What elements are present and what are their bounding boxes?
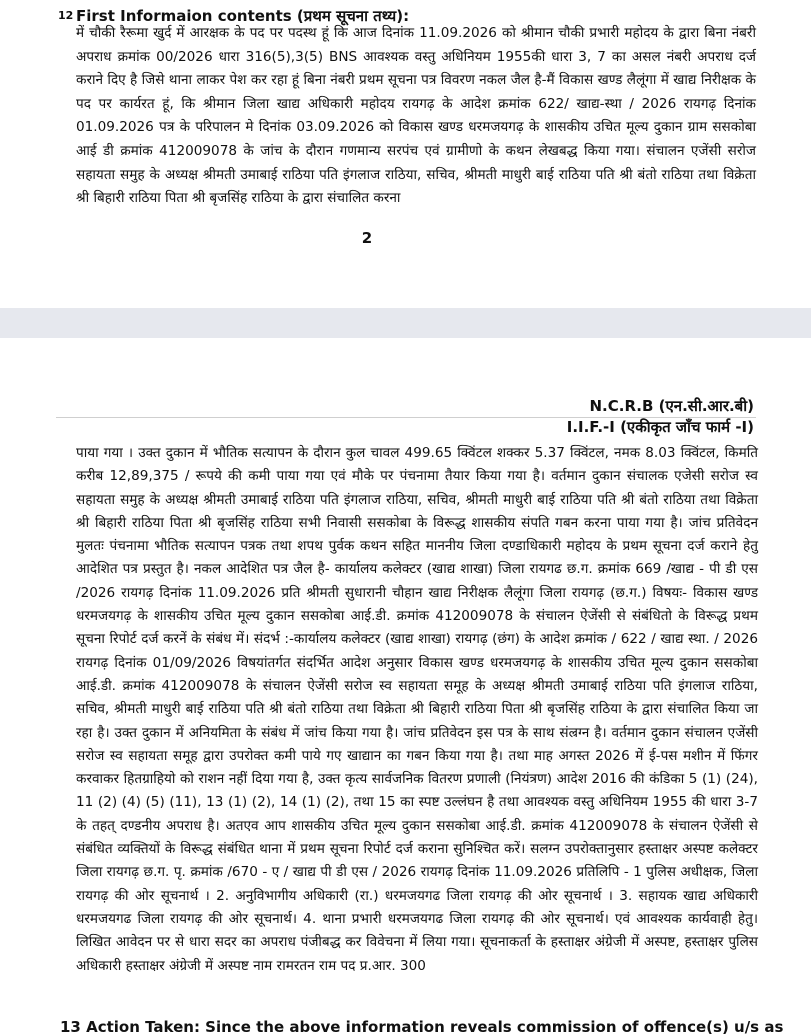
ncrb-header: N.C.R.B (एन.सी.आर.बी) [589,397,754,415]
section-title: First Informaion contents (प्रथम सूचना तथ्य): [76,7,410,25]
continuation-paragraph: पाया गया । उक्त दुकान में भौतिक सत्यापन के दौरान कुल चावल 499.65 क्विंटल शक्कर 5.37 क्विंटल, नमक 8.03 क्विंटल, किमति करीब 12,89,375 / रूपये की कमी पाया गया एवं मौके पर पंचनामा तैयार किया गया है। वर्तमान दुकान संचालक एजेसी सरोज स्व सहायता समुह के अध्यक्ष श्रीमती उमाबाई राठिया पति इंगलाज राठिया, सचिव, श्रीमती माधुरी बाई राठिया पति श्री बंतो राठिया तथा विक्रेता श्री बिहारी राठिया पिता श्री बृजसिंह राठिया सभी निवासी ससकोबा के विरूद्ध शासकीय संपति गबन करना पाया गया है। जांच प्रतिवेदन मुलतः पंचनामा भौतिक सत्यापन पत्रक तथा शपथ पुर्वक कथन सहित माननीय जिला दण्डाधिकारी महोदय के प्रथम सूचना दर्ज कराने हेतु आदेशित पत्र प्रस्तुत है। नकल आदेशित पत्र जैल है- कार्यालय कलेक्टर (खाद्य शाखा) जिला रायगढ छ.ग. क्रमांक 669 /खाद्य - पी डी एस /2026 रायगढ़ दिनांक 11.09.2026 प्रति श्रीमती सुधारानी चौहान खाद्य निरीक्षक लैलूंगा जिला रायगढ़ (छ.ग.) विषयः- विकास खण्ड धरमजयगढ़ के शासकीय उचित मूल्य दुकान ससकोबा आई.डी. क्रमांक 412009078 के संचालन ऐजेंसी से संबंधितो के विरूद्ध प्रथम सूचना रिपोर्ट दर्ज करनें के संबंध में। संदर्भ :-कार्यालय कलेक्टर (खाद्य शाखा) रायगढ़ (छंग) के आदेश क्रमांक / 622 / खाद्य स्था. / 2026 रायगढ़ दिनांक 01/09/2026 विषयांतर्गत संदर्भित आदेश अनुसार विकास खण्ड धरमजयगढ़ के शासकीय उचित मूल्य दुकान ससकोबा आई.डी. क्रमांक 412009078 के संचालन ऐजेंसी सरोज स्व सहायता समूह के अध्यक्ष श्रीमती उमाबाई राठिया पति इंगलाज राठिया, सचिव, श्रीमती माधुरी बाई राठिया पति श्री बंतो राठिया तथा विक्रेता श्री बिहारी राठिया पिता श्री बृजसिंह राठिया के द्वारा संचालित किया जा रहा है। उक्त दुकान में अनियमिता के संबंध में जांच किया गया है। जांच प्रतिवेदन इस पत्र के साथ संल्रग्न है। वर्तमान दुकान संचालन एजेंसी सरोज स्व सहायता समूह द्वारा उपरोक्त कमी पाये गए खाद्यान का गबन किया गया है। तथा माह अगस्त 2026 में ई-पस मशीन में फिंगर करवाकर हितग्राहियो को राशन नहीं दिया गया है, उक्त कृत्य सार्वजनिक वितरण प्रणाली (नियंत्रण) आदेश 2016 की कंडिका 5 (1) (24), 11 (2) (4) (5) (11), 13 (1) (2), 14 (1) (2), तथा 15 का स्पष्ट उल्लंघन है तथा आवश्यक वस्तु अधिनियम 1955 की धारा 3-7 के तहत् दण्डनीय अपराध है। अतएव आप शासकीय उचित मूल्य दुकान ससकोबा आई.डी. क्रमांक 412009078 के संचालन ऐजेंसी से संबंधित व्यक्तियों के विरूद्ध संबंधित थाना में प्रथम सूचना रिपोर्ट दर्ज कराना सुनिश्चित करें। सलग्न उपरोक्तानुसार हस्ताक्षर अस्पष्ट कलेक्टर जिला रायगढ़ छ.ग. पृ. क्रमांक /670 - ए / खाद्य पी डी एस / 2026 रायगढ़ दिनांक 11.09.2026 प्रतिलिपि - 1 पुलिस अधीक्षक, जिला रायगढ़ की ओर सूचनार्थ । 2. अनुविभागीय अधिकारी (रा.) धरमजयगढ जिला रायगढ़ की ओर सूचनार्थ । 3. सहायक खाद्य अधिकारी धरमजयगढ जिला रायगढ़ की ओर सूचनार्थ। 4. थाना प्रभारी धरमजयगढ जिला रायगढ़ की ओर सूचनार्थ। एवं आवश्यक कार्यवाही हेतु। लिखित आवेदन पर से धारा सदर का अपराध पंजीबद्ध कर विवेचना में लिया गया। सूचनाकर्ता के हस्ताक्षर अंग्रेजी में अस्पष्ट, हस्ताक्षर पुलिस अधिकारी हस्ताक्षर अंग्रेजी में अस्पष्ट नाम रामरतन राम पद प्र.आर. 300 [76,445,758,974]
iif-header: I.I.F.-I (एकीकृत जाँच फार्म -I) [566,418,754,436]
first-information-paragraph: में चौकी रैरूमा खुर्द में आरक्षक के पद पर पदस्थ हूं कि आज दिनांक 11.09.2026 को श्रीमान चौकी प्रभारी महोदय के द्वारा बिना नंबरी अपराध क्रमांक 00/2026 धारा 316(5),3(5) BNS आवश्यक वस्तु अधिनियम 1955की धारा 3, 7 का असल नंबरी अपराध दर्ज कराने दिए है जिसे थाना लाकर पेश कर रहा हूं बिना नंबरी प्रथम सूचना पत्र विवरण नकल जैल है-मैं विकास खण्ड लैलूंगा में खाद्य निरीक्षक के पद पर कार्यरत हूं, कि श्रीमान जिला खाद्य अधिकारी महोदय रायगढ़ के आदेश क्रमांक 622/ खाद्य-स्था / 2026 रायगढ़ दिनांक 01.09.2026 पत्र के परिपालन मे दिनांक 03.09.2026 को विकास खण्ड धरमजयगढ़ के शासकीय उचित मूल्य दुकान ग्राम ससकोबा आई डी क्रमांक 412009078 के जांच के दौरान गणमान्य सरपंच एवं ग्रामीणो के कथन लेखबद्ध किया गया। संचालन एजेंसी सरोज सहायता समुह के अध्यक्ष श्रीमती उमाबाई राठिया पति इंगलाज राठिया, सचिव, श्रीमती माधुरी बाई राठिया पति श्री बंतो राठिया तथा विक्रेता श्री बिहारी राठिया पिता श्री बृजसिंह राठिया के द्वारा संचालित करना [76,25,756,207]
page-number: 2 [361,229,373,247]
page-separator [0,308,811,338]
section-number: 12 [58,9,74,22]
action-taken-heading: 13 Action Taken: Since the above information reveals commission of offence(s) u/s as [60,1018,784,1036]
document-page-2 [0,338,811,1036]
document-page-1 [0,0,811,308]
